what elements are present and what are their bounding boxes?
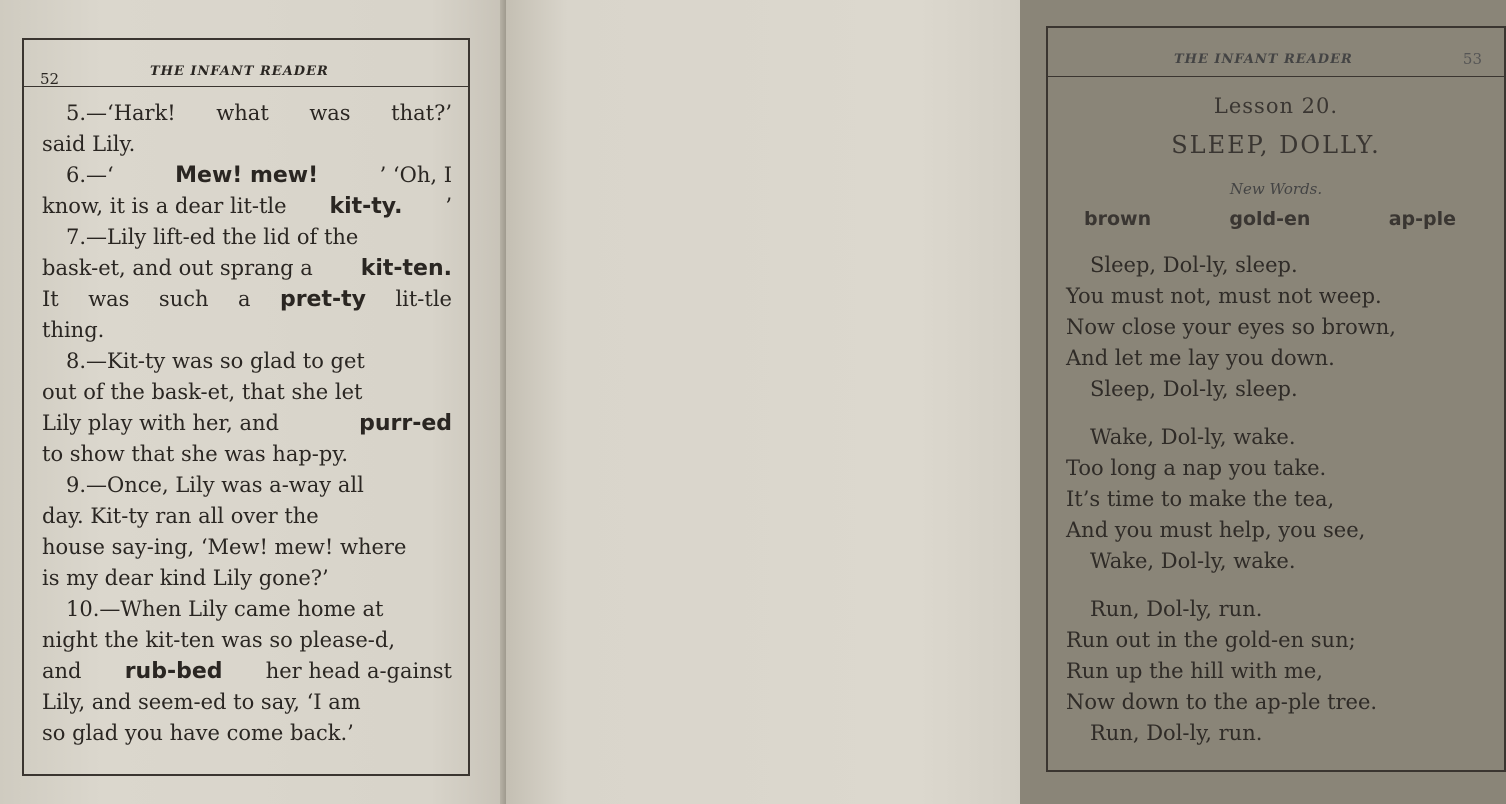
new-words-list — [1084, 208, 1456, 230]
left-page-frame — [22, 38, 470, 776]
text-line — [42, 532, 452, 563]
new-word-emphasis: kit-ty. — [329, 194, 403, 219]
text-fragment: Lily play with her, and — [42, 411, 279, 435]
new-word-emphasis: rub-bed — [124, 659, 223, 684]
text-line — [42, 222, 452, 253]
text-line — [42, 408, 452, 439]
right-page — [506, 0, 1482, 804]
new-word: gold-en — [1229, 208, 1311, 230]
text-line — [42, 656, 452, 687]
text-fragment: day. Kit-ty ran all over the — [42, 504, 319, 528]
poem-line: Wake, Dol-ly, wake. — [1090, 425, 1296, 449]
text-line — [42, 284, 452, 315]
text-fragment: and — [42, 659, 82, 683]
text-line — [42, 594, 452, 625]
text-fragment: was — [309, 101, 351, 125]
poem-line: Run, Dol-ly, run. — [1090, 597, 1263, 621]
text-line — [42, 346, 452, 377]
poem-line: Run up the hill with me, — [1066, 659, 1323, 683]
poem-line: And you must help, you see, — [1066, 518, 1366, 542]
poem-line: Run, Dol-ly, run. — [1090, 721, 1263, 745]
text-fragment: was — [88, 287, 130, 311]
text-line — [42, 439, 452, 470]
poem-line: You must not, must not weep. — [1066, 284, 1382, 308]
text-fragment: ’ — [445, 194, 452, 218]
text-fragment: thing. — [42, 318, 105, 342]
right-page-frame — [1046, 26, 1506, 772]
text-fragment: to show that she was hap-py. — [42, 442, 349, 466]
text-fragment: a — [237, 287, 251, 311]
lesson-title: SLEEP, DOLLY. — [1171, 131, 1381, 159]
right-running-head: THE INFANT READER — [1174, 52, 1353, 67]
poem-line: It’s time to make the tea, — [1066, 487, 1335, 511]
text-fragment: ’ ‘Oh, I — [379, 163, 452, 187]
lesson-number: Lesson 20. — [1213, 94, 1339, 118]
text-fragment: so glad you have come back.’ — [42, 721, 354, 745]
poem-line: Wake, Dol-ly, wake. — [1090, 549, 1296, 573]
text-fragment: such — [158, 287, 209, 311]
new-word: ap-ple — [1388, 208, 1456, 230]
text-line — [42, 501, 452, 532]
text-line — [42, 129, 452, 160]
text-fragment: It — [42, 287, 59, 311]
poem-line: Run out in the gold-en sun; — [1066, 628, 1356, 652]
new-word-emphasis: purr-ed — [359, 411, 452, 436]
text-fragment: her head a-gainst — [265, 659, 452, 683]
new-word: brown — [1084, 208, 1152, 230]
text-fragment: know, it is a dear lit-tle — [42, 194, 287, 218]
text-line — [42, 191, 452, 222]
text-line — [42, 98, 452, 129]
text-fragment: 8.—Kit-ty was so glad to get — [66, 349, 365, 373]
text-fragment: bask-et, and out sprang a — [42, 256, 313, 280]
new-word-emphasis: pret-ty — [279, 287, 366, 312]
text-fragment: 10.—When Lily came home at — [66, 597, 384, 621]
right-page-header — [1048, 28, 1504, 77]
stanza-gap — [1066, 577, 1476, 594]
text-fragment: 9.—Once, Lily was a-way all — [66, 473, 364, 497]
text-line — [42, 160, 452, 191]
text-line — [42, 377, 452, 408]
text-fragment: 7.—Lily lift-ed the lid of the — [66, 225, 359, 249]
poem-line: Too long a nap you take. — [1066, 456, 1327, 480]
left-page-number: 52 — [40, 70, 60, 88]
text-line — [42, 563, 452, 594]
poem-line: Now down to the ap-ple tree. — [1066, 690, 1378, 714]
text-fragment: that?’ — [391, 101, 452, 125]
poem-line: Sleep, Dol-ly, sleep. — [1090, 253, 1298, 277]
poem-line: Now close your eyes so brown, — [1066, 315, 1396, 339]
poem — [1066, 250, 1476, 749]
text-fragment: lit-tle — [395, 287, 452, 311]
poem-line: Sleep, Dol-ly, sleep. — [1090, 377, 1298, 401]
text-fragment: Lily, and seem-ed to say, ‘I am — [42, 690, 361, 714]
new-word-emphasis: kit-ten. — [360, 256, 452, 281]
text-fragment: 6.—‘ — [66, 163, 114, 187]
text-line — [42, 315, 452, 346]
poem-line: And let me lay you down. — [1066, 346, 1335, 370]
text-fragment: is my dear kind Lily gone?’ — [42, 566, 329, 590]
left-page-header — [24, 40, 468, 87]
new-words-label: New Words. — [1229, 180, 1323, 198]
text-line — [42, 253, 452, 284]
text-fragment: said Lily. — [42, 132, 136, 156]
text-fragment: out of the bask-et, that she let — [42, 380, 363, 404]
new-word-emphasis: Mew! mew! — [175, 163, 319, 188]
right-page-number: 53 — [1462, 50, 1482, 68]
text-line — [42, 470, 452, 501]
left-page — [0, 0, 506, 804]
text-fragment: 5.—‘Hark! — [66, 101, 176, 125]
left-running-head: THE INFANT READER — [150, 64, 329, 79]
text-line — [42, 718, 452, 749]
text-fragment: what — [216, 101, 269, 125]
text-line — [42, 625, 452, 656]
text-line — [42, 687, 452, 718]
text-fragment: night the kit-ten was so please-d, — [42, 628, 396, 652]
text-fragment: house say-ing, ‘Mew! mew! where — [42, 535, 407, 559]
left-page-body — [42, 98, 452, 749]
stanza-gap — [1066, 405, 1476, 422]
